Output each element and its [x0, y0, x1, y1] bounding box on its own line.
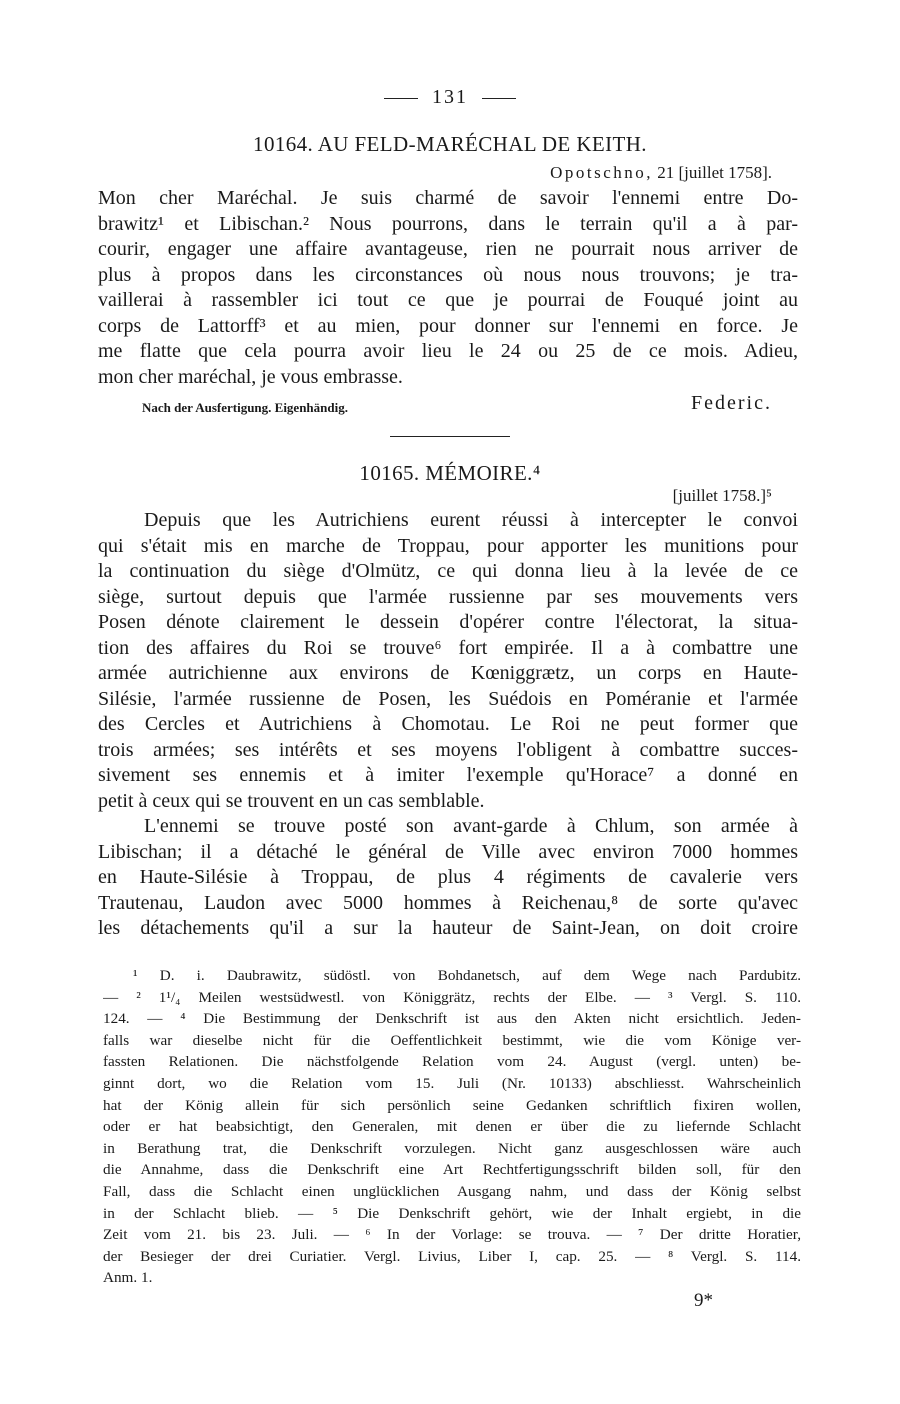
footnote-line: ginnt dort, wo die Relation vom 15. Juli (Nr. 10133) abschliesst. Wahrscheinlich	[103, 1074, 801, 1092]
letter-line: courir, engager une affaire avantageuse, rien ne pourrait nous arriver de	[98, 238, 798, 260]
memoire-heading: 10165. MÉMOIRE.⁴	[359, 461, 541, 485]
footnote-line: fassten Relationen. Die nächstfolgende Relation vom 24. August (vergl. unten) be-	[103, 1053, 801, 1071]
letter-place: Opotschno,	[550, 163, 654, 182]
letter-line: corps de Lattorff³ et au mien, pour donner sur l'ennemi en force. Je	[98, 314, 798, 337]
memoire-body	[98, 508, 798, 942]
signature-mark: 9*	[694, 1290, 713, 1311]
footnote-line: Anm. 1.	[103, 1269, 153, 1287]
page-number-row	[0, 86, 900, 109]
footnotes	[103, 965, 801, 1289]
source-note: Nach der Ausfertigung. Eigenhändig.	[142, 400, 348, 415]
memoire-line: Posen dénote clairement le dessein d'opérer contre l'électorat, la situa-	[98, 611, 798, 633]
page-number: 131	[432, 86, 468, 108]
letter-line: mon cher maréchal, je vous embrasse.	[98, 365, 403, 388]
footnote-line: der Besieger der drei Curiatier. Vergl. Livius, Liber I, cap. 25. — ⁸ Vergl. S. 114.	[103, 1247, 801, 1265]
memoire-date: [juillet 1758.]⁵	[672, 486, 772, 505]
footnote-line: in Berathung trat, die Denkschrift vorzulegen. Nicht ganz ausgeschlossen wäre auch	[103, 1139, 801, 1157]
memoire-line: Silésie, l'armée russienne de Posen, les Suédois en Poméranie et l'armée	[98, 687, 798, 710]
memoire-line: en Haute-Silésie à Troppau, de plus 4 régiments de cavalerie vers	[98, 866, 798, 888]
memoire-line: tion des affaires du Roi se trouve⁶ fort empirée. Il a à combattre une	[98, 636, 798, 659]
memoire-line: siège, surtout depuis que l'armée russienne par ses mouvements vers	[98, 585, 798, 608]
letter-line: me flatte que cela pourra avoir lieu le 24 ou 25 de ce mois. Adieu,	[98, 340, 798, 362]
letter-line: vaillerai à rassembler ici tout ce que je pourrai de Fouqué joint au	[98, 289, 798, 311]
memoire-line: Libischan; il a détaché le général de Ville avec environ 7000 hommes	[98, 840, 798, 863]
footnote-line: falls war dieselbe nicht für die Oeffentlichkeit bestimmt, wie die vom Könige ver-	[103, 1031, 801, 1049]
footnote-line: oder er hat beabsichtigt, den Generalen, mit denen er über die zu liefernde Schlacht	[103, 1118, 801, 1136]
footnote-line: ¹ D. i. Daubrawitz, südöstl. von Bohdanetsch, auf dem Wege nach Pardubitz.	[133, 967, 801, 984]
memoire-line: trois armées; ses intérêts et ses moyens l'obligent à combattre succes-	[98, 738, 798, 761]
letter-body	[98, 186, 798, 390]
memoire-line: qui s'était mis en marche de Troppau, pour apporter les munitions pour	[98, 534, 798, 557]
memoire-line: Depuis que les Autrichiens eurent réussi à intercepter le convoi	[144, 509, 798, 531]
footnote-line: in der Schlacht blieb. — ⁵ Die Denkschrift gehört, wie der Inhalt ergiebt, in die	[103, 1204, 801, 1222]
footnote-line: Zeit vom 21. bis 23. Juli. — ⁶ In der Vorlage: se trouva. — ⁷ Der dritte Horatier,	[103, 1226, 801, 1244]
letter-line: brawitz¹ et Libischan.² Nous pourrons, dans le terrain qu'il a à par-	[98, 212, 798, 235]
footnote-line: 124. — ⁴ Die Bestimmung der Denkschrift ist aus den Akten nicht ersichtlich. Jeden-	[103, 1010, 801, 1028]
footnote-line: die Annahme, dass die Denkschrift eine Art Rechtfertigungsschrift bilden soll, für den	[103, 1161, 801, 1179]
memoire-line: les détachements qu'il a sur la hauteur de Saint-Jean, on doit croire	[98, 917, 798, 939]
footnote-line: — ² 1¹/₄ Meilen westsüdwestl. von Königgrätz, rechts der Elbe. — ³ Vergl. S. 110.	[103, 988, 801, 1006]
left-dash	[384, 98, 418, 99]
right-dash	[482, 98, 516, 99]
memoire-line: armée autrichienne aux environs de Kœniggrætz, un corps en Haute-	[98, 662, 798, 684]
memoire-line: sivement ses ennemis et à imiter l'exemple qu'Horace⁷ a donné en	[98, 764, 798, 786]
letter-heading: 10164. AU FELD-MARÉCHAL DE KEITH.	[253, 132, 647, 156]
letter-line: Mon cher Maréchal. Je suis charmé de savoir l'ennemi entre Do-	[98, 187, 798, 209]
letter-line: plus à propos dans les circonstances où nous nous trouvons; je tra-	[98, 263, 798, 286]
memoire-line: la continuation du siège d'Olmütz, ce qui donna lieu à la levée de ce	[98, 560, 798, 582]
footnote-line: Fall, dass die Schlacht einen unglücklichen Ausgang nahm, und dass der König selbst	[103, 1182, 801, 1200]
memoire-line: petit à ceux qui se trouvent en un cas semblable.	[98, 789, 485, 812]
memoire-line: Trautenau, Laudon avec 5000 hommes à Reichenau,⁸ de sorte qu'avec	[98, 891, 798, 914]
letter-date: 21 [juillet 1758].	[657, 163, 772, 182]
letter-place-date	[550, 163, 772, 183]
footnote-line: hat der König allein für sich persönlich seine Gedanken schriftlich fixiren wollen,	[103, 1096, 801, 1114]
memoire-line: L'ennemi se trouve posté son avant-garde à Chlum, son armée à	[144, 815, 798, 837]
signature: Federic.	[691, 392, 772, 414]
memoire-line: des Cercles et Autrichiens à Chomotau. Le Roi ne peut former que	[98, 713, 798, 735]
section-divider	[390, 436, 510, 437]
